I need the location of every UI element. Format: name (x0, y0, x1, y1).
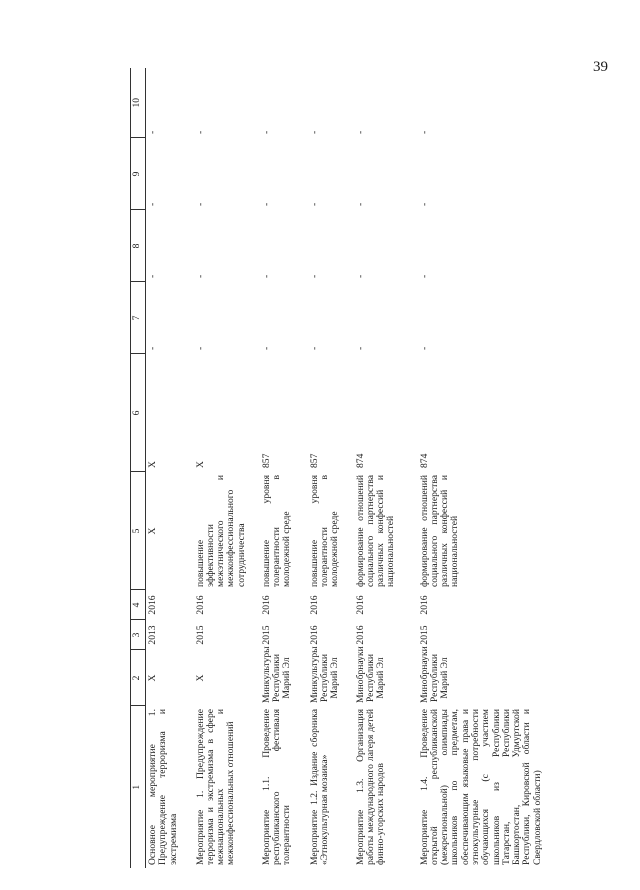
value-7: - (308, 346, 320, 350)
executor: X (147, 674, 158, 682)
value-7: - (260, 346, 272, 350)
value-10: - (194, 130, 206, 134)
value-9: - (308, 202, 320, 206)
value-8: - (418, 274, 430, 278)
value-9: - (147, 202, 158, 206)
code: X (194, 461, 206, 468)
value-9: - (260, 202, 272, 206)
table-row (194, 68, 260, 868)
value-7: - (354, 346, 366, 350)
rotated-table-area (130, 68, 600, 868)
code: 857 (260, 453, 272, 468)
code: 874 (418, 453, 430, 468)
executor: X (194, 674, 206, 682)
value-9: - (354, 202, 366, 206)
expected-result: X (147, 527, 158, 535)
expected-result: формирование отношений социального партнерства различных конфессий и национальностей (354, 475, 397, 587)
header-col-5: 5 (131, 472, 146, 590)
value-8: - (354, 274, 366, 278)
start-year: 2015 (260, 625, 272, 645)
table-row (260, 68, 308, 868)
expected-result: формирование отношений социального партнерства различных конфессий и национальностей (418, 475, 461, 587)
executor: Минкультуры Республики Марий Эл (308, 646, 341, 703)
executor: Минобрнауки Республики Марий Эл (354, 646, 387, 703)
header-col-2: 2 (131, 650, 146, 706)
end-year: 2016 (308, 595, 320, 615)
value-8: - (308, 274, 320, 278)
value-7: - (147, 346, 158, 350)
code: 874 (354, 453, 366, 468)
header-col-4: 4 (131, 590, 146, 620)
rotated-table-wrapper (130, 68, 600, 868)
value-10: - (418, 130, 430, 134)
table-row (354, 68, 418, 868)
start-year: 2015 (418, 625, 430, 645)
start-year: 2016 (354, 625, 366, 645)
page-number: 39 (593, 59, 608, 75)
program-table (130, 68, 543, 868)
value-9: - (194, 202, 206, 206)
end-year: 2016 (354, 595, 366, 615)
header-col-10: 10 (131, 68, 146, 138)
activity-name: Мероприятие 1.2. Издание сборника «Этнокультурная мозаика» (308, 709, 330, 865)
header-col-3: 3 (131, 620, 146, 650)
end-year: 2016 (418, 595, 430, 615)
expected-result: повышение уровня толерантности в молодежной среде (308, 475, 341, 587)
header-col-9: 9 (131, 138, 146, 210)
value-10: - (354, 130, 366, 134)
table-row (308, 68, 354, 868)
expected-result: повышение уровня толерантности в молодежной среде (260, 475, 293, 587)
end-year: 2016 (147, 595, 158, 615)
executor: Минкультуры Республики Марий Эл (260, 646, 293, 703)
code: X (147, 461, 158, 468)
header-row (131, 68, 146, 868)
header-col-1: 1 (131, 706, 146, 868)
table-row (418, 68, 544, 868)
value-10: - (308, 130, 320, 134)
expected-result: повышение эффективности межэтнического и межконфессионального сотрудничества (194, 475, 247, 587)
activity-name: Мероприятие 1.3. Организация работы международного лагеря детей финно-угорских народов (354, 709, 387, 865)
value-10: - (260, 130, 272, 134)
header-col-8: 8 (131, 210, 146, 282)
table-row (146, 68, 194, 868)
activity-name: Мероприятие 1. Предупреждение терроризма и экстремизма в сфере межнациональных и межконфессиональных отношений (194, 709, 237, 865)
value-8: - (260, 274, 272, 278)
value-9: - (418, 202, 430, 206)
value-7: - (418, 346, 430, 350)
value-8: - (147, 274, 158, 278)
end-year: 2016 (260, 595, 272, 615)
start-year: 2013 (147, 625, 158, 645)
value-8: - (194, 274, 206, 278)
code: 857 (308, 453, 320, 468)
activity-name: Мероприятие 1.1. Проведение республиканского фестиваля толерантности (260, 709, 293, 865)
header-col-7: 7 (131, 282, 146, 354)
value-7: - (194, 346, 206, 350)
executor: Минобрнауки Республики Марий Эл (418, 646, 451, 703)
activity-name: Мероприятие 1.4. Проведение открытой республиканской (межрегиональной) олимпиады школьников по предметам, обеспечивающим языковые права и этнокультурные потребности обучающихся (с участием школьников из Республики Татарстан, Республики Башкортостан, Удмуртской Республики, Кировской области и Свердловской области) (418, 709, 543, 865)
end-year: 2016 (194, 595, 206, 615)
header-col-6: 6 (131, 354, 146, 472)
start-year: 2015 (194, 625, 206, 645)
value-10: - (147, 130, 158, 134)
start-year: 2016 (308, 625, 320, 645)
activity-name: Основное мероприятие 1. Предупреждение терроризма и экстремизма (147, 709, 179, 865)
